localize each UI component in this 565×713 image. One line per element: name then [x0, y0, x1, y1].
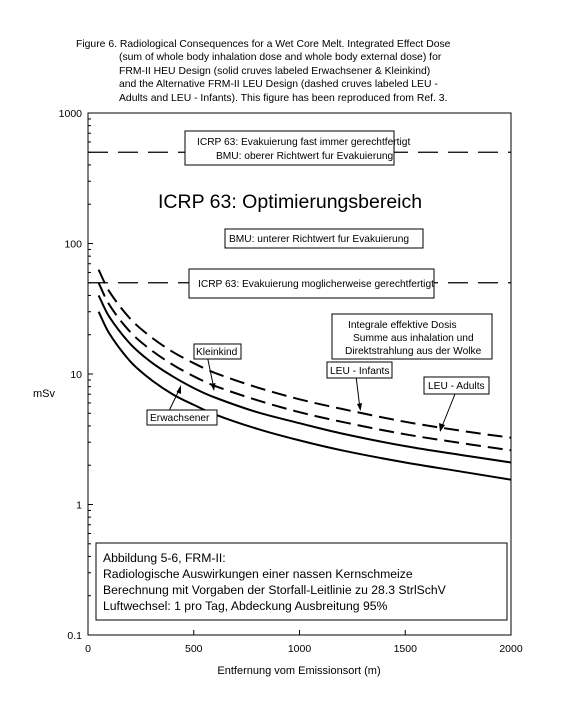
x-axis-label: Entfernung vom Emissionsort (m) — [217, 665, 381, 677]
kleinkind-arrow — [211, 383, 216, 391]
caption-line: and the Alternative FRM-II LEU Design (dashed cruves labeled LEU - — [119, 79, 438, 91]
caption-line: FRM-II HEU Design (solid cruves labeled Erwachsener & Kleinkind) — [119, 65, 431, 77]
info-line1: Abbildung 5-6, FRM-II: — [103, 551, 226, 565]
info-line3: Berechnung mit Vorgaben der Storfall-Leitlinie zu 28.3 StrlSchV — [103, 583, 446, 597]
series-group — [99, 270, 511, 480]
x-tick-label: 1500 — [393, 643, 417, 655]
y-axis-label: mSv — [33, 388, 55, 400]
x-tick-label: 2000 — [499, 643, 523, 655]
integral-line3: Direktstrahlung aus der Wolke — [345, 346, 482, 357]
leu-adults-leader — [441, 394, 455, 429]
x-tick-label: 0 — [85, 643, 91, 655]
caption-line: (sum of whole body inhalation dose and whole body external dose) for — [119, 52, 442, 64]
y-tick-label: 1 — [76, 499, 82, 512]
y-tick-label: 0.1 — [67, 630, 82, 642]
integral-line2: Summe aus inhalation und — [353, 333, 474, 344]
info-line4: Luftwechsel: 1 pro Tag, Abdeckung Ausbreitung 95% — [103, 599, 388, 613]
x-tick-label: 1000 — [287, 643, 312, 655]
series-label-erwachsener: Erwachsener — [150, 413, 210, 424]
upper-box-line2: BMU: oberer Richtwert fur Evakuierung — [216, 151, 394, 162]
leu-infants-arrow — [357, 403, 362, 411]
region-title: ICRP 63: Optimierungsbereich — [158, 191, 423, 213]
series-label-leu-infants: LEU - Infants — [330, 366, 390, 377]
caption-line: Figure 6. Radiological Consequences for a Wet Core Melt. Integrated Effect Dose — [76, 39, 451, 50]
upper-box-line1: ICRP 63: Evakuierung fast immer gerechtfertigt — [197, 137, 411, 148]
y-tick-label: 1000 — [58, 108, 82, 120]
bmu-lower-text: BMU: unterer Richtwert fur Evakuierung — [229, 234, 410, 245]
icrp-lower-text: ICRP 63: Evakuierung moglicherweise gerechtfertigt — [198, 279, 434, 290]
integral-line1: Integrale effektive Dosis — [348, 320, 457, 331]
erwachsener-arrow — [177, 385, 182, 394]
reference-lines — [88, 152, 511, 283]
info-line2: Radiologische Auswirkungen einer nassen Kernschmeize — [103, 567, 413, 581]
leu-adults-arrow — [439, 423, 445, 432]
y-tick-label: 100 — [64, 238, 82, 251]
y-tick-label: 10 — [70, 369, 82, 381]
series-label-leu-adults: LEU - Adults — [428, 381, 485, 392]
x-tick-label: 500 — [184, 643, 203, 655]
series-label-kleinkind: Kleinkind — [196, 347, 238, 358]
caption-line: Adults and LEU - Infants). This figure has been reproduced from Ref. 3. — [119, 92, 448, 104]
